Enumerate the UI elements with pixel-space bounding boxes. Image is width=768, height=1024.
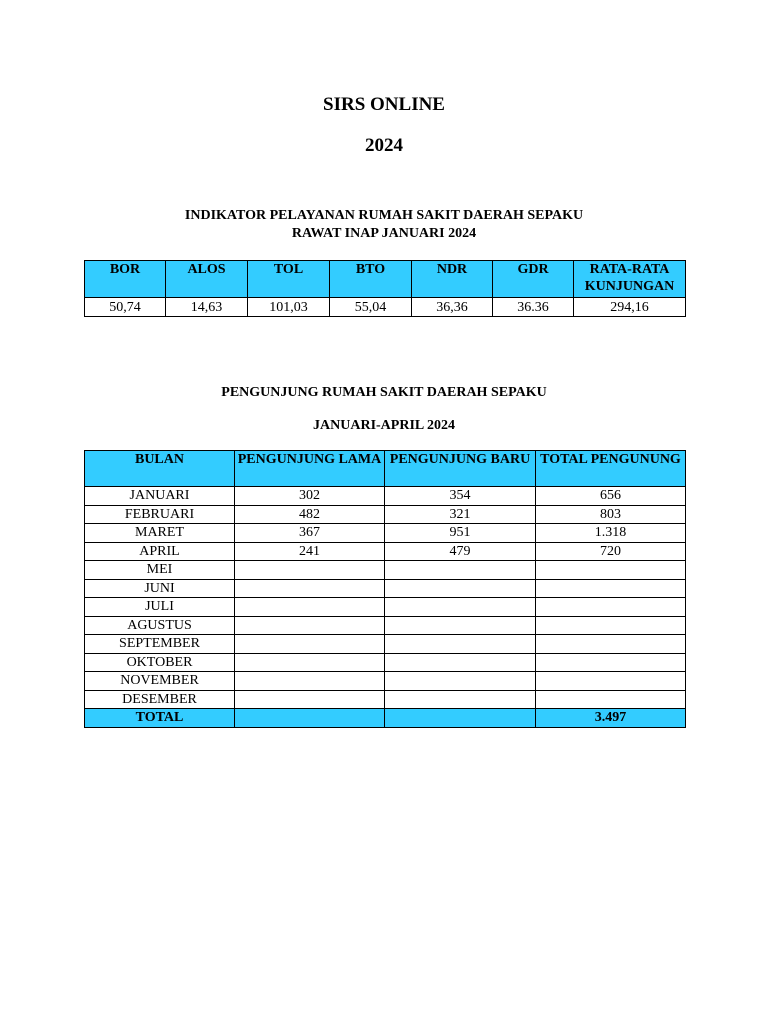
table-row <box>85 690 686 709</box>
table-row <box>85 542 686 561</box>
header-gdr: GDR <box>493 261 574 298</box>
value-bor: 50,74 <box>85 298 166 317</box>
visitor-table <box>84 450 686 728</box>
header-ndr: NDR <box>412 261 493 298</box>
total-cell <box>536 653 686 672</box>
baru-cell <box>385 561 536 580</box>
table-row <box>85 561 686 580</box>
total-cell: 720 <box>536 542 686 561</box>
baru-cell <box>385 672 536 691</box>
month-cell: SEPTEMBER <box>85 635 235 654</box>
baru-cell <box>385 616 536 635</box>
lama-cell <box>235 598 385 617</box>
header-pengunjung-baru: PENGUNJUNG BARU <box>385 451 536 487</box>
header-rata-rata-kunjungan: RATA-RATA KUNJUNGAN <box>574 261 686 298</box>
month-cell: DESEMBER <box>85 690 235 709</box>
table-row <box>85 524 686 543</box>
total-baru <box>385 709 536 728</box>
lama-cell <box>235 635 385 654</box>
table-row <box>85 505 686 524</box>
total-cell: 1.318 <box>536 524 686 543</box>
table-row <box>85 653 686 672</box>
total-cell <box>536 616 686 635</box>
lama-cell: 241 <box>235 542 385 561</box>
lama-cell <box>235 690 385 709</box>
header-bto: BTO <box>330 261 412 298</box>
table-row <box>85 672 686 691</box>
indicator-heading-line1: INDIKATOR PELAYANAN RUMAH SAKIT DAERAH SEPAKU <box>184 208 584 223</box>
value-rata-rata-kunjungan: 294,16 <box>574 298 686 317</box>
header-bor: BOR <box>85 261 166 298</box>
lama-cell: 302 <box>235 487 385 506</box>
total-lama <box>235 709 385 728</box>
baru-cell <box>385 598 536 617</box>
month-cell: FEBRUARI <box>85 505 235 524</box>
total-cell <box>536 561 686 580</box>
value-tol: 101,03 <box>248 298 330 317</box>
header-total-pengunung: TOTAL PENGUNUNG <box>536 451 686 487</box>
total-label: TOTAL <box>85 709 235 728</box>
lama-cell: 482 <box>235 505 385 524</box>
table-row <box>85 598 686 617</box>
baru-cell <box>385 690 536 709</box>
visitor-header-row <box>85 451 686 487</box>
header-bulan: BULAN <box>85 451 235 487</box>
indicator-heading <box>0 207 768 243</box>
baru-cell <box>385 579 536 598</box>
document-year: 2024 <box>365 135 403 156</box>
lama-cell: 367 <box>235 524 385 543</box>
total-row <box>85 709 686 728</box>
header-pengunjung-lama: PENGUNJUNG LAMA <box>235 451 385 487</box>
month-cell: MARET <box>85 524 235 543</box>
month-cell: MEI <box>85 561 235 580</box>
total-cell <box>536 598 686 617</box>
total-cell: 656 <box>536 487 686 506</box>
total-cell <box>536 672 686 691</box>
value-alos: 14,63 <box>166 298 248 317</box>
document-title: SIRS ONLINE <box>323 94 445 115</box>
value-gdr: 36.36 <box>493 298 574 317</box>
baru-cell: 479 <box>385 542 536 561</box>
header-tol: TOL <box>248 261 330 298</box>
baru-cell <box>385 635 536 654</box>
indicator-table <box>84 260 686 317</box>
lama-cell <box>235 672 385 691</box>
baru-cell: 321 <box>385 505 536 524</box>
lama-cell <box>235 616 385 635</box>
header-alos: ALOS <box>166 261 248 298</box>
baru-cell: 354 <box>385 487 536 506</box>
total-sum: 3.497 <box>536 709 686 728</box>
indicator-heading-line2: RAWAT INAP JANUARI 2024 <box>291 226 477 241</box>
total-cell <box>536 690 686 709</box>
table-row <box>85 579 686 598</box>
month-cell: AGUSTUS <box>85 616 235 635</box>
value-ndr: 36,36 <box>412 298 493 317</box>
total-cell <box>536 635 686 654</box>
indicator-value-row <box>85 298 686 317</box>
total-cell <box>536 579 686 598</box>
baru-cell <box>385 653 536 672</box>
visitor-subheading: JANUARI-APRIL 2024 <box>313 418 455 433</box>
visitor-heading: PENGUNJUNG RUMAH SAKIT DAERAH SEPAKU <box>221 385 547 400</box>
table-row <box>85 616 686 635</box>
visitor-body <box>85 487 686 728</box>
month-cell: NOVEMBER <box>85 672 235 691</box>
lama-cell <box>235 561 385 580</box>
month-cell: JULI <box>85 598 235 617</box>
lama-cell <box>235 653 385 672</box>
month-cell: APRIL <box>85 542 235 561</box>
lama-cell <box>235 579 385 598</box>
month-cell: OKTOBER <box>85 653 235 672</box>
total-cell: 803 <box>536 505 686 524</box>
baru-cell: 951 <box>385 524 536 543</box>
month-cell: JANUARI <box>85 487 235 506</box>
month-cell: JUNI <box>85 579 235 598</box>
value-bto: 55,04 <box>330 298 412 317</box>
indicator-header-row <box>85 261 686 298</box>
table-row <box>85 487 686 506</box>
table-row <box>85 635 686 654</box>
